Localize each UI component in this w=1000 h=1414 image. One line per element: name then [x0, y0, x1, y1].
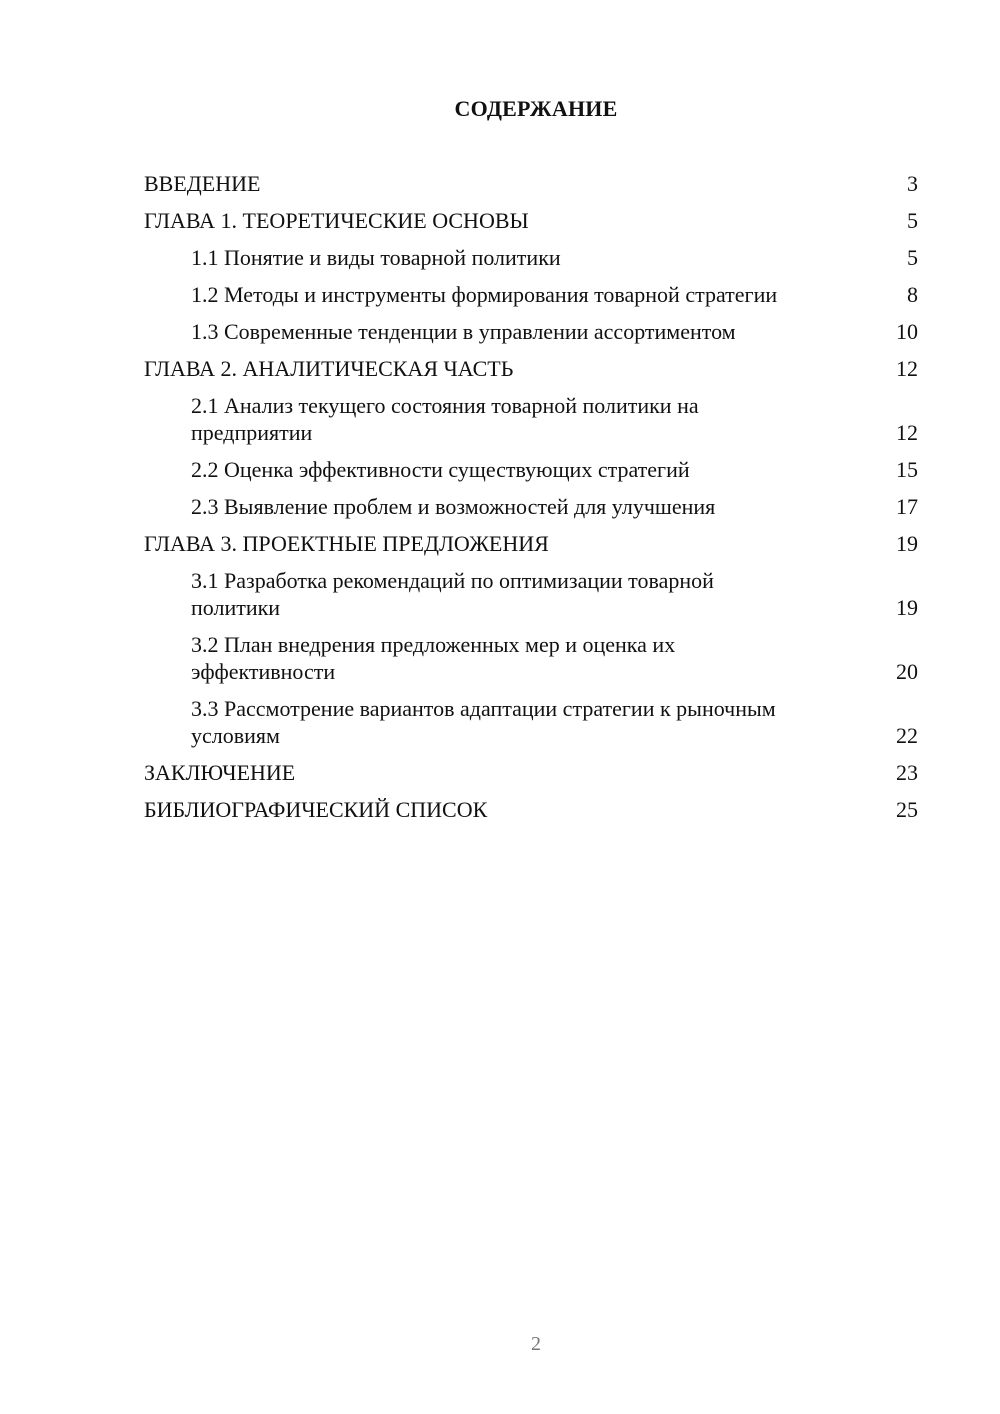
- toc-subentry[interactable]: [144, 456, 918, 483]
- toc-subentry[interactable]: [144, 695, 918, 749]
- toc-entry-label: 3.1 Разработка рекомендаций по оптимизации товарной политики: [191, 568, 714, 620]
- toc-entry-label: 2.3 Выявление проблем и возможностей для улучшения: [191, 494, 716, 519]
- toc-entry-page: 25: [896, 797, 918, 822]
- toc-entry-label: ГЛАВА 3. ПРОЕКТНЫЕ ПРЕДЛОЖЕНИЯ: [144, 531, 549, 556]
- toc-subentry[interactable]: [144, 567, 918, 621]
- toc-entry-page: 12: [896, 420, 918, 445]
- toc-entry-page: 3: [907, 171, 918, 196]
- toc-subentry[interactable]: [144, 244, 918, 271]
- toc-subentry[interactable]: [144, 318, 918, 345]
- toc-entry-page: 15: [896, 457, 918, 482]
- toc-entry-page: 17: [896, 494, 918, 519]
- toc-entry-label: ГЛАВА 1. ТЕОРЕТИЧЕСКИЕ ОСНОВЫ: [144, 208, 529, 233]
- toc-entry-label: 3.2 План внедрения предложенных мер и оценка их эффективности: [191, 632, 676, 684]
- toc-entry-label: 1.2 Методы и инструменты формирования товарной стратегии: [191, 282, 778, 307]
- toc-entry-page: 20: [896, 659, 918, 684]
- toc-entry[interactable]: [144, 530, 918, 557]
- toc-entry-label: ГЛАВА 2. АНАЛИТИЧЕСКАЯ ЧАСТЬ: [144, 356, 514, 381]
- toc-entry-label: 2.2 Оценка эффективности существующих стратегий: [191, 457, 690, 482]
- toc-entry-label: 1.3 Современные тенденции в управлении ассортиментом: [191, 319, 736, 344]
- toc-entry-page: 5: [907, 208, 918, 233]
- toc-entry[interactable]: [144, 355, 918, 382]
- toc-entry[interactable]: [144, 207, 918, 234]
- toc-entry-page: 10: [896, 319, 918, 344]
- toc-entry-label: 3.3 Рассмотрение вариантов адаптации стратегии к рыночным условиям: [191, 696, 776, 748]
- toc-entry[interactable]: [144, 170, 918, 197]
- toc-entry-label: БИБЛИОГРАФИЧЕСКИЙ СПИСОК: [144, 797, 488, 822]
- toc-entry-page: 8: [907, 282, 918, 307]
- toc-entry-page: 22: [896, 723, 918, 748]
- toc-entry[interactable]: [144, 759, 918, 786]
- toc-entry-page: 19: [896, 531, 918, 556]
- toc-title: СОДЕРЖАНИЕ: [454, 96, 618, 121]
- page-number: 2: [531, 1333, 541, 1355]
- toc-entry-page: 5: [907, 245, 918, 270]
- toc-entry[interactable]: [144, 796, 918, 823]
- toc-entry-page: 12: [896, 356, 918, 381]
- table-of-contents: [144, 170, 918, 833]
- toc-subentry[interactable]: [144, 631, 918, 685]
- toc-entry-label: 2.1 Анализ текущего состояния товарной политики на предприятии: [191, 393, 699, 445]
- toc-entry-page: 19: [896, 595, 918, 620]
- toc-subentry[interactable]: [144, 493, 918, 520]
- toc-entry-page: 23: [896, 760, 918, 785]
- toc-subentry[interactable]: [144, 392, 918, 446]
- toc-subentry[interactable]: [144, 281, 918, 308]
- toc-entry-label: ЗАКЛЮЧЕНИЕ: [144, 760, 296, 785]
- toc-entry-label: 1.1 Понятие и виды товарной политики: [191, 245, 561, 270]
- toc-entry-label: ВВЕДЕНИЕ: [144, 171, 261, 196]
